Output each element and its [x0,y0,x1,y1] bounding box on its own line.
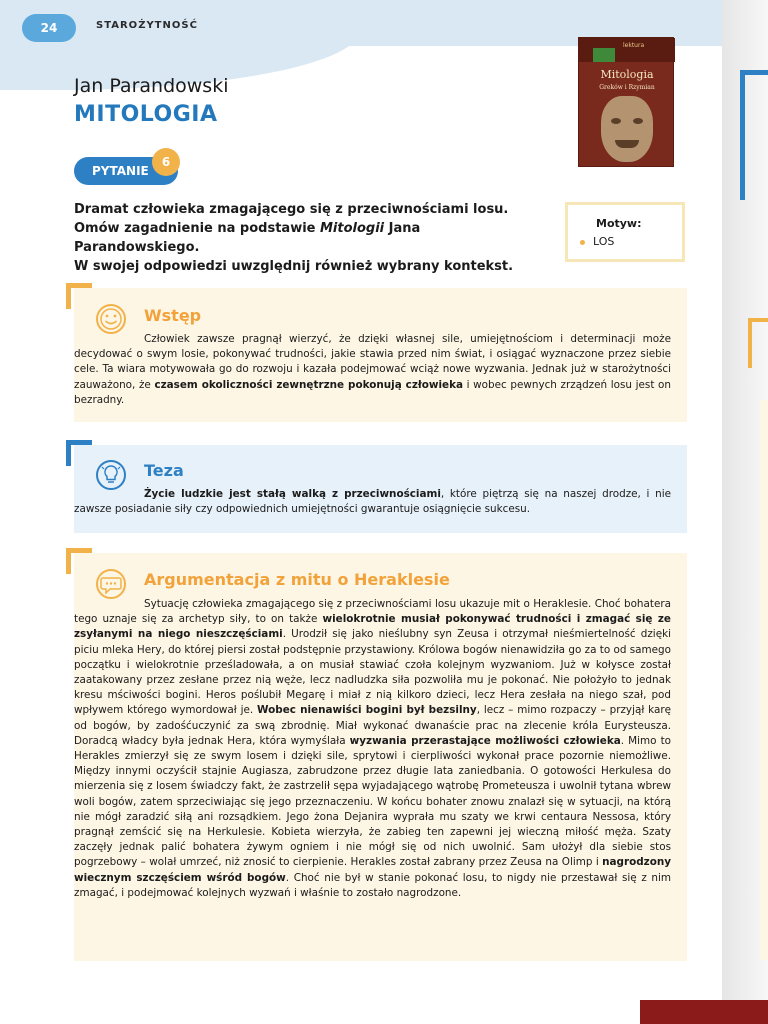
face-eye [611,118,621,124]
book-cover-image [578,37,674,167]
book-subtitle: Greków i Rzymian [599,84,655,91]
thesis-text: , które piętrzą się na naszej drodze, i nie zawsze posiadanie siły czy odpowiednich umiejętności gwarantuje osiągnięcie sukcesu. [74,488,671,516]
argument-corner-bracket [66,548,92,574]
question-line: Dramat człowieka zmagającego się z przeciwnościami losu. [74,202,509,217]
author-name: Jan Parandowski [74,75,229,97]
thesis-paragraph [74,487,671,517]
motif-item-label: LOS [593,235,615,248]
question-line [74,219,544,257]
argument-text-bold: wielokrotnie musiał pokonywać trudności i zmagać się ze zsyłanymi na niego nieszczęściami [74,613,671,641]
argument-text-bold: Wobec nienawiści bogini był bezsilny [257,704,477,717]
thesis-text-bold: Życie ludzkie jest stałą walką z przeciwnościami [144,488,441,500]
argument-text-bold: wyzwania przerastające możliwości człowieka [349,734,621,747]
argument-text: Sytuację człowieka zmagającego się z przeciwnościami losu ukazuje mit o Heraklesie. Choć bohatera tego uznaje się za archetyp siły, to on także [74,598,671,626]
argument-text: . Choć nie był w stanie pokonać losu, to nigdy nie przestawał się z nim zmagać, i podejmować kolejnych wyzwań i właśnie to zostało nagrodzone. [74,871,671,899]
adjacent-page-bracket [740,70,768,200]
face-eye [633,118,643,124]
intro-corner-bracket [66,283,92,309]
work-title: MITOLOGIA [74,102,218,127]
sculpted-face-illustration [601,96,653,162]
question-number-badge: 6 [152,148,180,176]
question-text-part: Jana Parandowskiego. [74,221,421,255]
face-mouth [615,140,639,148]
intro-text: i wobec pewnych zrządzeń losu jest on bezradny. [74,378,671,406]
question-text-part: Omów zagadnienie na podstawie [74,221,320,236]
argument-text-bold: nagrodzony wiecznym szczęściem wśród bogów [74,856,671,884]
question-line: W swojej odpowiedzi uwzględnij również wybrany kontekst. [74,259,514,274]
section-label: STAROŻYTNOŚĆ [96,20,198,31]
page-number-badge: 24 [22,14,76,42]
question-text-italic: Mitologii [320,221,385,236]
adjacent-page-box [760,400,768,960]
thesis-heading: Teza [144,461,184,480]
intro-text: Człowiek zawsze pragnął wierzyć, że dzięki własnej sile, umiejętnościom i determinacji może decydować o swym losie, pokonywać trudności, jakie stawia przed nim świat, i osiągać wyznaczone przez siebie cele. Ta wiara motywowała go do rozwoju i kazała podejmować wciąż nowe wyzwania. Jednak już w starożytności zauważono, że [74,333,671,391]
intro-text-bold: czasem okoliczności zewnętrzne pokonują człowieka [154,378,464,391]
argument-heading: Argumentacja z mitu o Heraklesie [144,570,450,589]
motif-item [580,235,614,248]
argument-paragraph [74,597,671,901]
argument-text: , lecz – mimo rozpaczy – przyjął karę od bogów, by zadośćuczynić za swą zbrodnię. Miał wykonać dwanaście prac na zlecenie króla Eurysteusza. Doradcą władcy była jednak Hera, która wymyślała [74,704,672,747]
motif-title: Motyw: [596,217,642,230]
question-text [74,200,544,276]
argument-text: . Urodził się jako nieślubny syn Zeusa i otrzymał nieśmiertelność dzięki piciu mleka Hery, do której piersi został podstępnie przystawiony. Królowa bogów nienawidziła go za to od samego początku i wielokrotnie prześladowała, a on musiał stawiać czoła kolejnym wyzwaniom. Już w kołysce został zaatakowany przez zesłane przez nią węże, lecz nadludzka siła pozwoliła mu je pokonać. Nie położyło to jednak kresu mściwości bogini. Heros poślubił Megarę i miał z nią kilkoro dzieci, lecz Hera zesłała na niego szał, pod wpływem którego wymordował je. [74,628,671,717]
smiley-icon [94,302,128,336]
speech-bubble-icon [94,567,128,601]
argument-text: . Mimo to Herakles zmierzył się ze swym losem i dzięki sile, sprytowi i cierpliwości wykonał prace pozornie niemożliwe. Między innymi oczyścił stajnie Augiasza, zabrudzone przez długie lata zaniedbania. O gotowości Herkulesa do mierzenia się z losem świadczy fakt, że zastrzelił sępa wyjadającego wątrobę Prometeusza i uwolnił tytana wbrew woli bogów, zatem sprzeciwiając się jego przeznaczeniu. W końcu bohater znowu znalazł się w sytuacji, na którą nie mógł zaradzić siłą ani rozsądkiem. Jego żona Dejanira wyprała mu szaty we krwi centaura Nessosa, który pragnął zemścić się na Herkulesie. Kobieta wierzyła, że zabieg ten zapewni jej wieczną miłość męża. Szaty zaczęły jednak palić bohatera żywym ogniem i nie mógł się od nich uwolnić. Sam ułożył dla siebie stos pogrzebowy – wolał umrzeć, niż znosić to cierpienie. Herakles został zabrany przez Zeusa na Olimp i [74,734,672,869]
adjacent-page-bracket [748,318,768,368]
book-cover-tag [593,48,615,62]
intro-heading: Wstęp [144,306,202,325]
book-title: Mitologia [600,68,654,81]
intro-paragraph [74,332,671,408]
bullet-icon [580,240,585,245]
book-series-label: lektura [623,42,645,49]
motif-box [565,202,685,262]
thesis-corner-bracket [66,440,92,466]
cover-edge [640,1000,768,1024]
question-label-pill: PYTANIE [74,157,178,185]
